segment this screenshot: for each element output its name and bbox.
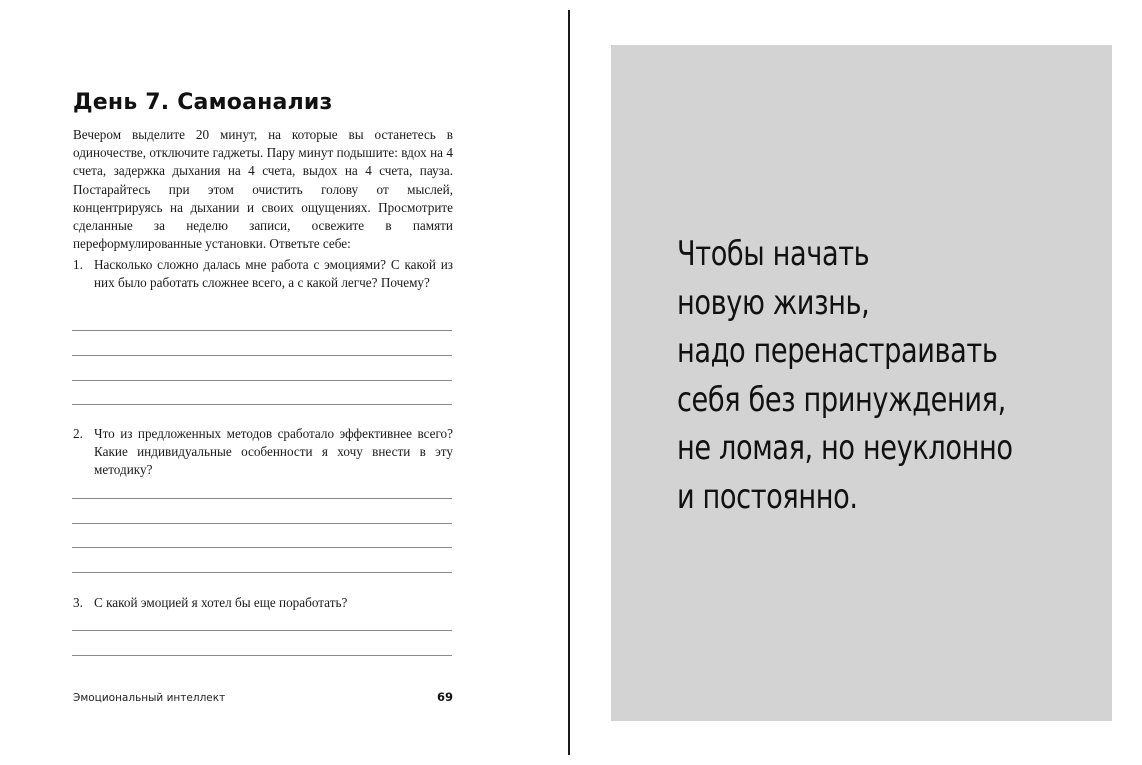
- question-number: 3.: [73, 595, 83, 610]
- intro-paragraph: Вечером выделите 20 минут, на которые вы останетесь в одиночестве, отключите гаджеты. Пару минут подышите: вдох на 4 счета, задержка дыхания на 4 счета, выдох на 4 счета, пауза. Постарайтесь при этом очистить голову от мыслей, концентрируясь на дыхании и своих ощущениях. Просмотрите сделанные за неделю записи, освежите в памяти переформулированные установки. Ответьте себе:: [73, 127, 453, 252]
- question-item: [73, 256, 453, 292]
- left-page: [0, 0, 568, 765]
- answer-line: [72, 572, 452, 573]
- answer-line: [72, 547, 452, 548]
- footer-page-number: 69: [436, 690, 453, 704]
- question-number: 1.: [73, 257, 83, 272]
- answer-line: [72, 630, 452, 631]
- answer-line: [72, 523, 452, 524]
- quote-line: себя без принуждения,: [677, 379, 1006, 420]
- quote-line: новую жизнь,: [677, 282, 870, 323]
- answer-line: [72, 498, 452, 499]
- question-text: С какой эмоцией я хотел бы еще поработать?: [94, 595, 348, 610]
- quote-text: [677, 230, 1013, 521]
- quote-line: не ломая, но неуклонно: [677, 428, 1013, 468]
- quote-panel: [611, 45, 1112, 721]
- question-text: Что из предложенных методов сработало эффективнее всего? Какие индивидуальные особенности я хочу внести в эту методику?: [94, 426, 453, 478]
- question-item: [73, 425, 453, 480]
- question-number: 2.: [73, 426, 83, 441]
- footer-book-title: Эмоциональный интеллект: [73, 692, 226, 704]
- quote-line: и постоянно.: [677, 476, 858, 517]
- book-spine-divider: [568, 10, 570, 755]
- answer-line: [72, 355, 452, 356]
- question-text: Насколько сложно далась мне работа с эмоциями? С какой из них было работать сложнее всего, а с какой легче? Почему?: [94, 257, 453, 291]
- section-heading: День 7. Самоанализ: [73, 90, 333, 115]
- answer-line: [72, 380, 452, 381]
- answer-line: [72, 655, 452, 656]
- answer-line: [72, 330, 452, 331]
- quote-line: Чтобы начать: [677, 234, 870, 274]
- quote-line: надо перенастраивать: [677, 331, 998, 371]
- question-item: [73, 594, 453, 612]
- answer-line: [72, 404, 452, 405]
